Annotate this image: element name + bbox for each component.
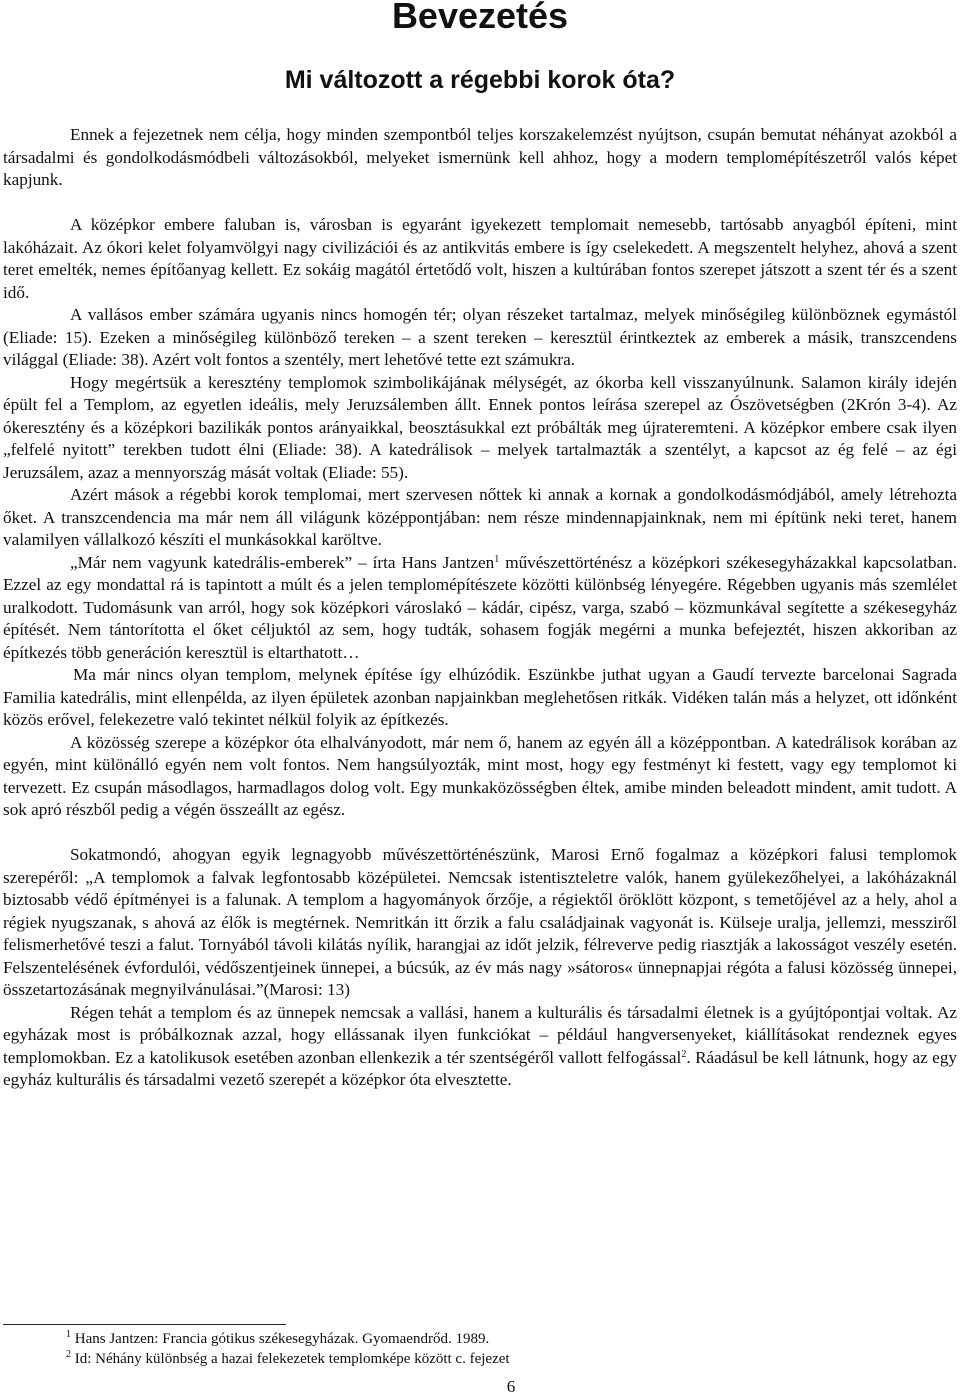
paragraph-jantzen <box>3 552 957 665</box>
paragraph-symbolism: Hogy megértsük a keresztény templomok szimbolikájának mélységét, az ókorba kell visszanyúlnunk. Salamon király idején épült fel a Templom, az egyetlen ideális, mely Jeruzsálemben állt. Ennek pontos leírása szerepel az Ószövetségben (2Krón 3-4). Az ókeresztény és a középkori bazilikák pontos arányaikkal, beosztásukkal ezt próbálták meg újrateremteni. A középkor embere csak ilyen „felfelé nyitott” terekben tudott élni (Eliade: 38). A katedrálisok – melyek tartalmazták a szentélyt, a kapcsot az ég felé – az égi Jeruzsálem, azaz a mennyország mását voltak (Eliade: 55). <box>3 372 957 482</box>
footnote-mark-1: 1 <box>66 1329 71 1340</box>
footnote-text-2: Id: Néhány különbség a hazai felekezetek templomképe között c. fejezet <box>71 1351 510 1367</box>
paragraph-intro: Ennek a fejezetnek nem célja, hogy minden szempontból teljes korszakelemzést nyújtson, csupán bemutat néhányat azokból a társadalmi és gondolkodásmódbeli változásokból, melyeket ismernünk kell ahhoz, hogy a modern templomépítészetről valós képet kapjunk. <box>3 125 957 189</box>
paragraph-sacred-space: A vallásos ember számára ugyanis nincs homogén tér; olyan részeket tartalmaz, melyek minőségileg különböznek egymástól (Eliade: 15). Ezeken a minőségileg különböző tereken – a szent tereken – keresztül érintkeztek az emberek a másik, transzcendens világgal (Eliade: 38). Azért volt fontos a szentély, mert lehetővé tette ezt számukra. <box>3 305 957 369</box>
conclusion-text: Régen tehát a templom és az ünnepek nemcsak a vallási, hanem a kulturális és társadalmi életnek is a gyújtópontjai voltak. Az egyházak most is próbálkoznak azzal, hogy ellássanak ilyen funkciókat – például hangversenyeket, kiállításokat rendeznek egyes templomokban. Ez a katolikusok esetében azonban ellenkezik a tér szentségéről vallott felfogással <box>3 1002 957 1067</box>
page-title: Bevezetés <box>391 0 569 36</box>
conclusion-end: . Ráadásul be kell látnunk, hogy az egy egyház kulturális és társadalmi vezető szerepét a középkor óta elvesztette. <box>3 1047 958 1089</box>
footnote-2 <box>66 1349 946 1369</box>
footnote-divider <box>3 1324 286 1325</box>
body-text <box>3 124 957 1092</box>
paragraph-transcendence: Azért mások a régebbi korok templomai, mert szervesen nőttek ki annak a kornak a gondolkodásmódjából, amely létrehozta őket. A transzcendencia ma már nem áll világunk középpontjában: nem része mindennapjainknak, nem mi építünk neki teret, hanem valamilyen vállalkozó készíti el munkásokkal karöltve. <box>3 485 957 549</box>
footnote-1 <box>66 1329 946 1349</box>
page-subtitle: Mi változott a régebbi korok óta? <box>284 66 676 94</box>
paragraph-marosi-quote: Sokatmondó, ahogyan egyik legnagyobb művészettörténészünk, Marosi Ernő fogalmaz a középkori falusi templomok szerepéről: „A templomok a falvak legfontosabb középületei. Nemcsak istentiszteletre valók, hanem gyülekezőhelyei, a lakóházaknál biztosabb védő építményei is a falunak. A templom a hagyományok őrzője, a régiektől öröklött központ, s temetőjével az a hely, ahol a régiek nyugszanak, s ahová az élők is megtérnek. Nemritkán itt őrzik a falu családjainak vagyonát is. Külseje uralja, jellemzi, messziről felismerhetővé teszi a falut. Tornyából távoli kilátás nyílik, harangjai az időt jelzik, félreverve pedig riasztják a lakosságot veszély esetén. Felszentelésének évfordulói, védőszentjeinek ünnepei, a búcsúk, az év más nagy »sátoros« ünnepnapjai régóta a falusi közösség ünnepei, összetartozásának megnyilvánulásai.”(Marosi: 13) <box>3 845 957 999</box>
footnote-ref-1[interactable]: 1 <box>494 553 500 565</box>
page-number: 6 <box>506 1377 516 1396</box>
paragraph-community: A közösség szerepe a középkor óta elhalványodott, már nem ő, hanem az egyén áll a középpontban. A katedrálisok korában az egyén, mint különálló egyén nem volt fontos. Nem hangsúlyozták, mint most, hogy egy festményt ki festett, vagy egy templomot ki tervezett. Ez csupán másodlagos, harmadlagos dolog volt. Egy munkaközösségben éltek, amibe minden beleadott mindent, amit tudott. A sok apró részből pedig a végén összeállt az egész. <box>3 732 957 819</box>
paragraph-middle-ages: A középkor embere faluban is, városban is egyaránt igyekezett templomait nemesebb, tartósabb anyagból építeni, mint lakóházait. Az ókori kelet folyamvölgyi nagy civilizációi és az antikvitás embere is így cselekedett. A megszentelt helyhez, ahová a szent teret emelték, nemes építőanyag kellett. Ez sokáig magától értetődő volt, hiszen a kultúrában fontos szerepet játszott a szent tér és a szent idő. <box>3 215 957 302</box>
footnote-ref-2[interactable]: 2 <box>681 1048 687 1060</box>
jantzen-continuation: művészettörténész a középkori székesegyházakkal kapcsolatban. Ezzel az egy mondattal rá is tapintott a múlt és a jelen templomépítészete közötti különbség lényegére. Régebben ugyanis más szemlélet uralkodott. Tudomásunk van arról, hogy sok középkori városlakó – kádár, cipész, varga, szabó – közmunkával segítette a székesegyház építését. Nem tántorította el őket céljuktól az sem, hogy tudták, sohasem fogják megérni a munka befejeztét, hiszen akkoriban az építkezés több generáción keresztül is eltarthatott… <box>3 552 958 662</box>
paragraph-conclusion <box>3 1002 957 1092</box>
jantzen-quote: „Már nem vagyunk katedrális-emberek” – írta Hans Jantzen <box>70 552 495 572</box>
footnote-mark-2: 2 <box>66 1349 71 1360</box>
footnote-text-1: Hans Jantzen: Francia gótikus székesegyházak. Gyomaendrőd. 1989. <box>71 1331 490 1347</box>
footnotes <box>66 1329 946 1369</box>
paragraph-sagrada-familia: Ma már nincs olyan templom, melynek építése így elhúzódik. Eszünkbe juthat ugyan a Gaudí tervezte barcelonai Sagrada Familia katedrális, mint ellenpélda, az ilyen épületek azonban napjainkban meglehetősen ritkák. Vidéken talán más a helyzet, ott időnként közös erővel, felekezetre való tekintet nélkül folyik az építkezés. <box>3 665 957 729</box>
